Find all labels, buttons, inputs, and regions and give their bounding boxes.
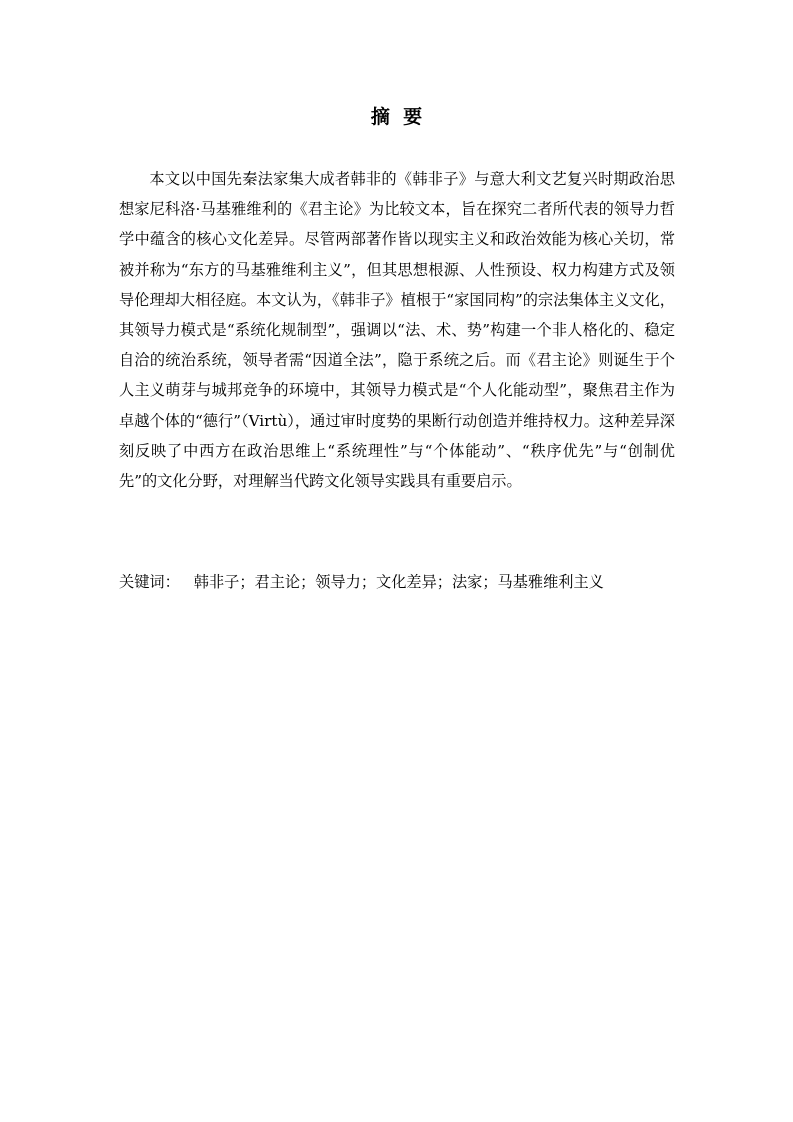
- keywords-line: [119, 569, 679, 595]
- abstract-paragraph: 本文以中国先秦法家集大成者韩非的《韩非子》与意大利文艺复兴时期政治思想家尼科洛·马基雅维利的《君主论》为比较文本，旨在探究二者所代表的领导力哲学中蕴含的核心文化差异。尽管两部著作皆以现实主义和政治效能为核心关切，常被并称为“东方的马基雅维利主义”，但其思想根源、人性预设、权力构建方式及领导伦理却大相径庭。本文认为，《韩非子》植根于“家国同构”的宗法集体主义文化，其领导力模式是“系统化规制型”，强调以“法、术、势”构建一个非人格化的、稳定自洽的统治系统，领导者需“因道全法”，隐于系统之后。而《君主论》则诞生于个人主义萌芽与城邦竞争的环境中，其领导力模式是“个人化能动型”，聚焦君主作为卓越个体的“德行”（Virtù），通过审时度势的果断行动创造并维持权力。这种差异深刻反映了中西方在政治思维上“系统理性”与“个体能动”、“秩序优先”与“创制优先”的文化分野，对理解当代跨文化领导实践具有重要启示。: [119, 170, 675, 491]
- keywords-label: 关键词：: [119, 573, 180, 591]
- keywords-list: 韩非子；君主论；领导力；文化差异；法家；马基雅维利主义: [193, 573, 604, 591]
- abstract-title: 摘 要: [370, 106, 423, 128]
